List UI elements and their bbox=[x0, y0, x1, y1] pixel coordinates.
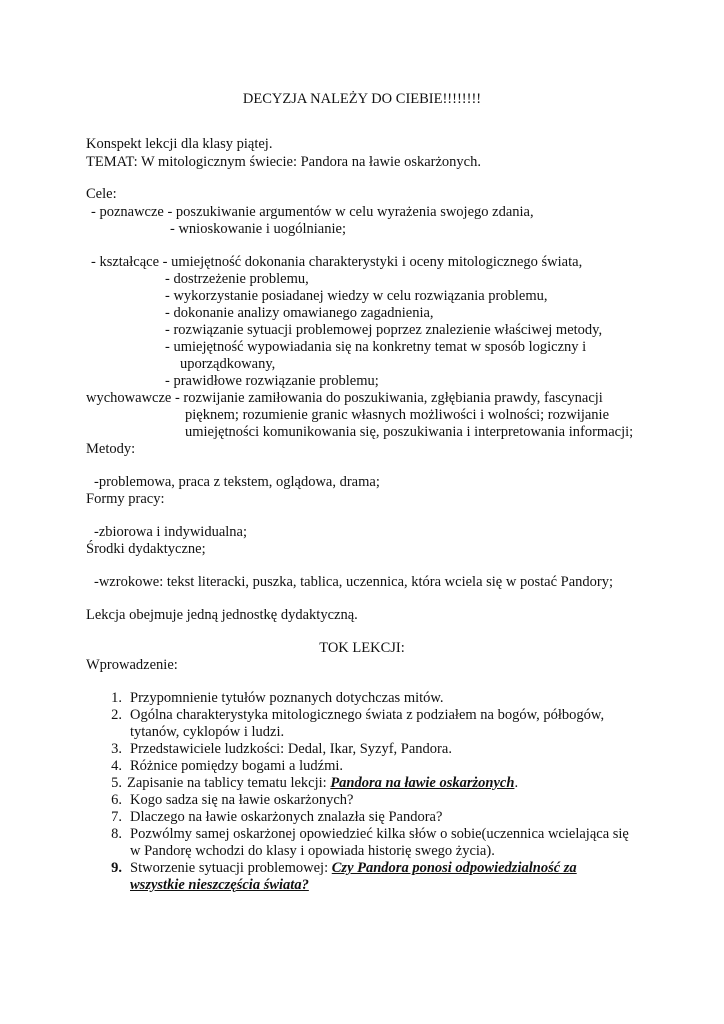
list-item: Pozwólmy samej oskarżonej opowiedzieć kilka słów o sobie(uczennica wcielająca się bbox=[130, 826, 629, 842]
cele-ksztalcace-line: - wykorzystanie posiadanej wiedzy w celu rozwiązania problemu, bbox=[165, 288, 548, 304]
cele-poznawcze-line: - wnioskowanie i uogólnianie; bbox=[170, 221, 346, 237]
list-item bbox=[130, 860, 577, 877]
list-item: Przedstawiciele ludzkości: Dedal, Ikar, Syzyf, Pandora. bbox=[130, 741, 452, 757]
srodki-heading: Środki dydaktyczne; bbox=[86, 541, 206, 557]
cele-wychowawcze-line: wychowawcze - rozwijanie zamiłowania do poszukiwania, zgłębiania prawdy, fascynacji bbox=[86, 390, 603, 406]
list-item: Kogo sadza się na ławie oskarżonych? bbox=[130, 792, 354, 808]
list-item-text: Stworzenie sytuacji problemowej: bbox=[130, 860, 332, 876]
list-item-suffix: . bbox=[514, 775, 519, 791]
tok-heading: TOK LEKCJI: bbox=[319, 640, 405, 656]
cele-ksztalcace-line: - dokonanie analizy omawianego zagadnienia, bbox=[165, 305, 434, 321]
list-item: w Pandorę wchodzi do klasy i opowiada historię swego życia). bbox=[130, 843, 495, 859]
document-title: DECYZJA NALEŻY DO CIEBIE!!!!!!!! bbox=[242, 91, 482, 107]
formy-text: -zbiorowa i indywidualna; bbox=[94, 524, 248, 540]
list-item: Przypomnienie tytułów poznanych dotychczas mitów. bbox=[130, 690, 444, 706]
list-item: Ogólna charakterystyka mitologicznego świata z podziałem na bogów, półbogów, bbox=[130, 707, 605, 723]
cele-ksztalcace-line: uporządkowany, bbox=[180, 356, 276, 372]
list-number: 9. bbox=[111, 860, 122, 876]
cele-ksztalcace-line: - umiejętność wypowiadania się na konkretny temat w sposób logiczny i bbox=[165, 339, 587, 355]
list-number: 5. bbox=[111, 775, 122, 791]
cele-ksztalcace-line: - rozwiązanie sytuacji problemowej poprzez znalezienie właściwej metody, bbox=[165, 322, 603, 338]
jednostka-line: Lekcja obejmuje jedną jednostkę dydaktyczną. bbox=[86, 607, 358, 623]
list-number: 3. bbox=[111, 741, 122, 757]
cele-ksztalcace-line: - kształcące - umiejętność dokonania charakterystyki i oceny mitologicznego świata, bbox=[91, 254, 583, 270]
metody-heading: Metody: bbox=[86, 441, 136, 457]
list-item: tytanów, cyklopów i ludzi. bbox=[130, 724, 285, 740]
metody-text: -problemowa, praca z tekstem, oglądowa, drama; bbox=[94, 474, 380, 490]
cele-ksztalcace-line: - dostrzeżenie problemu, bbox=[165, 271, 309, 287]
wprowadzenie-heading: Wprowadzenie: bbox=[86, 657, 178, 673]
list-number: 7. bbox=[111, 809, 122, 825]
konspekt-line: Konspekt lekcji dla klasy piątej. bbox=[86, 136, 273, 152]
problem-question-emphasis: wszystkie nieszczęścia świata? bbox=[130, 877, 309, 893]
list-number: 1. bbox=[111, 690, 122, 706]
cele-poznawcze-line: - poznawcze - poszukiwanie argumentów w celu wyrażenia swojego zdania, bbox=[91, 204, 534, 220]
list-item-text: Zapisanie na tablicy tematu lekcji: bbox=[127, 775, 331, 791]
cele-wychowawcze-line: umiejętności komunikowania się, poszukiwania i interpretowania informacji; bbox=[185, 424, 634, 440]
cele-ksztalcace-line: - prawidłowe rozwiązanie problemu; bbox=[165, 373, 379, 389]
list-number: 6. bbox=[111, 792, 122, 808]
list-number: 2. bbox=[111, 707, 122, 723]
temat-line: TEMAT: W mitologicznym świecie: Pandora na ławie oskarżonych. bbox=[86, 154, 481, 170]
list-item bbox=[127, 775, 518, 792]
lesson-topic-emphasis: Pandora na ławie oskarżonych bbox=[330, 775, 515, 791]
cele-wychowawcze-line: pięknem; rozumienie granic własnych możliwości i wolności; rozwijanie bbox=[185, 407, 610, 423]
list-item: Dlaczego na ławie oskarżonych znalazła się Pandora? bbox=[130, 809, 443, 825]
srodki-text: -wzrokowe: tekst literacki, puszka, tablica, uczennica, która wciela się w postać Pandory; bbox=[94, 574, 613, 590]
list-number: 4. bbox=[111, 758, 122, 774]
problem-question-emphasis: Czy Pandora ponosi odpowiedzialność za bbox=[331, 860, 577, 876]
cele-heading: Cele: bbox=[86, 186, 117, 202]
formy-heading: Formy pracy: bbox=[86, 491, 165, 507]
list-item: Różnice pomiędzy bogami a ludźmi. bbox=[130, 758, 344, 774]
list-number: 8. bbox=[111, 826, 122, 842]
